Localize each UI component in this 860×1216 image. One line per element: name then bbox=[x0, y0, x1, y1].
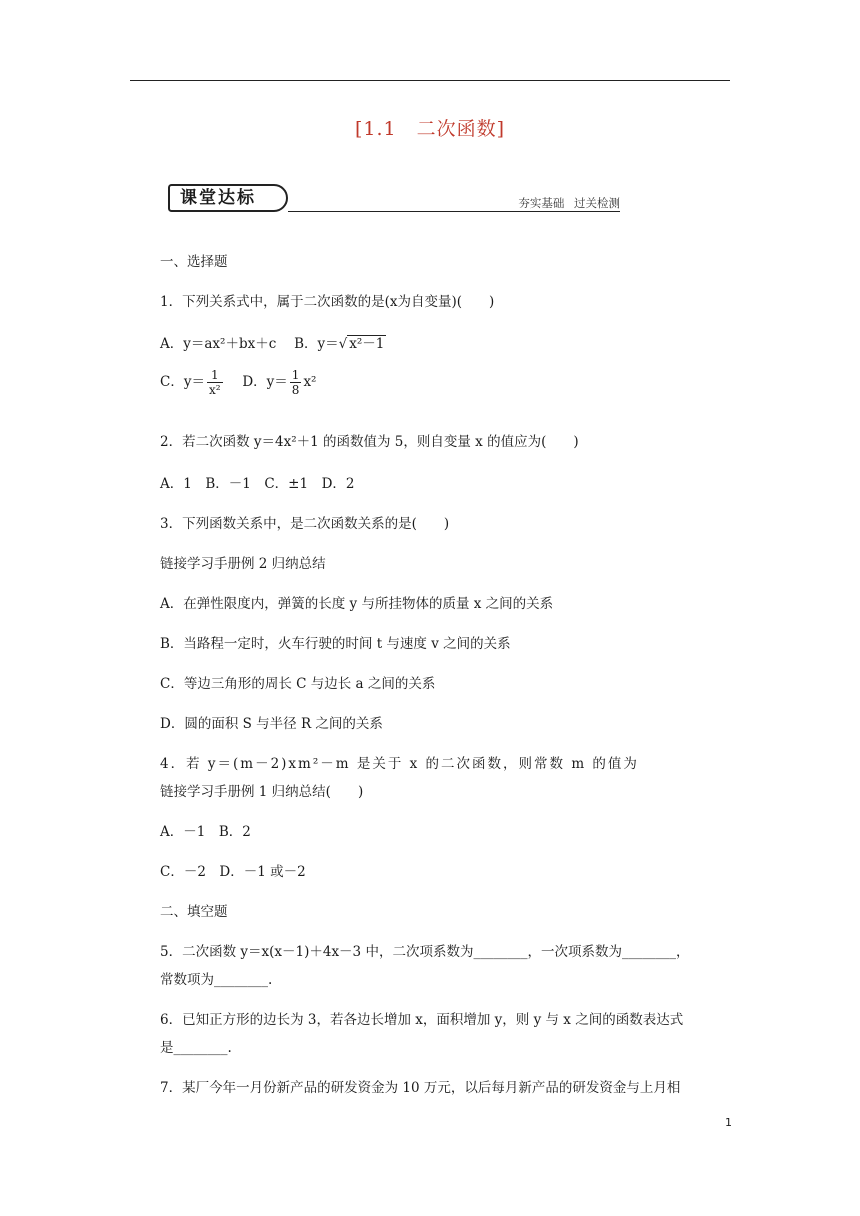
q1-option-d-prefix: D．y＝ bbox=[242, 374, 288, 390]
fraction-numerator: 1 bbox=[207, 368, 223, 383]
section-heading-fill: 二、填空题 bbox=[160, 904, 228, 920]
q6-line1: 6．已知正方形的边长为 3，若各边长增加 x，面积增加 y，则 y 与 x 之间的函数表达式 bbox=[160, 1012, 684, 1028]
q2-options: A．1 B．－1 C．±1 D．2 bbox=[160, 476, 355, 492]
q3-stem: 3．下列函数关系中，是二次函数关系的是( ) bbox=[160, 516, 450, 532]
banner-label: 课堂达标 bbox=[168, 184, 288, 212]
q3-option-d: D．圆的面积 S 与半径 R 之间的关系 bbox=[160, 716, 383, 732]
q1-option-b-radicand: x²－1 bbox=[349, 336, 385, 352]
q1-options-cd bbox=[160, 368, 732, 397]
q1-option-a: A．y＝ax²＋bx＋c bbox=[160, 336, 277, 352]
q4-options-ab: A．－1 B．2 bbox=[160, 824, 251, 840]
q3-option-a: A．在弹性限度内，弹簧的长度 y 与所挂物体的质量 x 之间的关系 bbox=[160, 596, 554, 612]
q1-option-d-suffix: x² bbox=[303, 374, 317, 390]
top-rule bbox=[130, 80, 730, 81]
q3-link: 链接学习手册例 2 归纳总结 bbox=[160, 556, 326, 572]
section-title: [1.1 二次函数] bbox=[354, 118, 506, 140]
q6-line2: 是________. bbox=[160, 1040, 232, 1056]
q4-stem-line2: 链接学习手册例 1 归纳总结( ) bbox=[160, 784, 364, 800]
q1-option-d-fraction bbox=[290, 368, 302, 397]
fraction-numerator: 1 bbox=[291, 368, 300, 382]
q2-stem: 2．若二次函数 y＝4x²＋1 的函数值为 5，则自变量 x 的值应为( ) bbox=[160, 434, 579, 450]
q1-option-b-prefix: B．y＝ bbox=[294, 336, 339, 352]
q7-line1: 7．某厂今年一月份新产品的研发资金为 10 万元，以后每月新产品的研发资金与上月相 bbox=[160, 1080, 681, 1096]
banner-subtitle: 夯实基础 过关检测 bbox=[518, 196, 620, 210]
q3-option-b: B．当路程一定时，火车行驶的时间 t 与速度 v 之间的关系 bbox=[160, 636, 511, 652]
section-heading-choice: 一、选择题 bbox=[160, 254, 228, 270]
q1-stem: 1．下列关系式中，属于二次函数的是(x为自变量)( ) bbox=[160, 294, 495, 310]
q4-stem-line1: 4．若 y＝(m－2)xm²－m 是关于 x 的二次函数，则常数 m 的值为 bbox=[160, 756, 639, 772]
page-number: 1 bbox=[725, 1116, 732, 1129]
q3-option-c: C．等边三角形的周长 C 与边长 a 之间的关系 bbox=[160, 676, 436, 692]
fraction-denominator: x² bbox=[208, 383, 221, 397]
fraction-denominator: 8 bbox=[291, 383, 300, 397]
banner-line bbox=[288, 211, 620, 212]
q1-option-c-prefix: C．y＝ bbox=[160, 374, 205, 390]
q1-options-ab: A．y＝ax²＋bx＋c B．y＝√ x²－1 bbox=[160, 336, 385, 352]
q5-line2: 常数项为________. bbox=[160, 972, 273, 988]
q1-option-c-fraction bbox=[207, 368, 223, 397]
q4-options-cd: C．－2 D．－1 或－2 bbox=[160, 864, 306, 880]
banner bbox=[168, 184, 620, 214]
q5-line1: 5．二次函数 y＝x(x－1)＋4x－3 中，二次项系数为________，一次项系数为________， bbox=[160, 944, 690, 960]
